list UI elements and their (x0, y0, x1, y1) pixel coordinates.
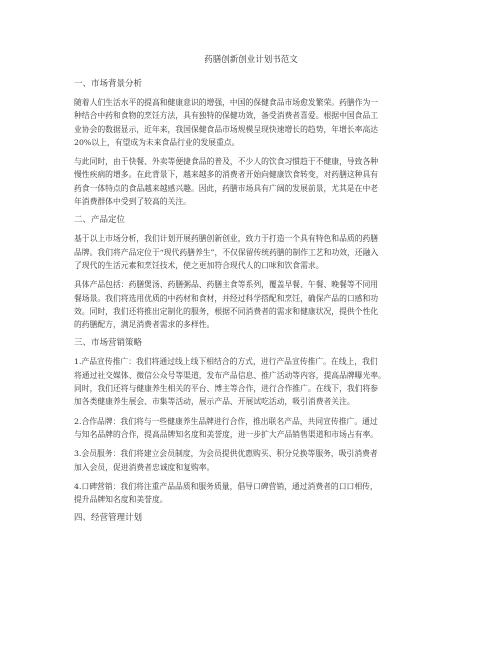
paragraph: 4.口碑营销：我们将注重产品品质和服务质量，倡导口碑营销，通过消费者的口口相传， 提升品牌知名度和美誉度。 (74, 481, 378, 505)
paragraph: 2.合作品牌：我们将与一些健康养生品牌进行合作，推出联名产品，共同宣传推广。通过 与知名品牌的合作，提高品牌知名度和美誉度，进一步扩大产品销售渠道和市场占有率。 (74, 416, 379, 439)
section-heading: 三、市场营销策略 (74, 338, 143, 349)
page-title: 药膳创新创业计划书范文 (204, 55, 298, 65)
section-heading: 一、市场背景分析 (74, 79, 143, 89)
paragraph: 与此同时，由于快餐、外卖等便捷食品的普及，不少人的饮食习惯趋于不健康，导致各种 慢性疾病的增多。在此背景下，越来越多的消费者开始向健康饮食转变，对药膳这种具有 药食一体特点的食品越来越感兴趣。因此，药膳市场具有广阔的发展前景，尤其是在中老 年消费群体中受到了较高的关注。 (74, 157, 379, 207)
paragraph: 具体产品包括：药膳煲汤、药膳粥品、药膳主食等系列，覆盖早餐、午餐、晚餐等不同用 餐场景。我们将选用优质的中药材和食材，并经过科学搭配和烹饪，确保产品的口感和功 效。同时，我们还将推出定制化的服务，根据不同消费者的需求和健康状况，提供个性化 的药膳配方，满足消费者需求的多样性。 (74, 280, 379, 330)
section-heading: 二、产品定位 (74, 215, 126, 226)
paragraph: 基于以上市场分析，我们计划开展药膳创新创业，致力于打造一个具有特色和品质的药膳 品牌。我们将产品定位于“现代药膳养生”，不仅保留传统药膳的制作工艺和功效，还融入 了现代的生活元素和烹饪技术，使之更加符合现代人的口味和饮食需求。 (74, 234, 379, 270)
paragraph: 3.会员服务：我们将建立会员制度，为会员提供优惠购买、积分兑换等服务，吸引消费者 加入会员，促进消费者忠诚度和复购率。 (74, 449, 378, 472)
paragraph: 1.产品宣传推广：我们将通过线上线下相结合的方式，进行产品宣传推广。在线上，我们 将通过社交媒体、微信公众号等渠道，发布产品信息、推广活动等内容，提高品牌曝光率。 同时，我们还将与健康养生相关的平台、博主等合作，进行合作推广。在线下，我们将参 加各类健康养生展会、市集等活动，展示产品、开展试吃活动，吸引消费者关注。 (74, 357, 386, 407)
paragraph: 随着人们生活水平的提高和健康意识的增强，中国的保健食品市场愈发繁荣。药膳作为一 种结合中药和食物的烹饪方法，具有独特的保健功效，备受消费者喜爱。根据中国食品工 业协会的数据显示，近年来，我国保健食品市场规模呈现快速增长的趋势，年增长率高达 20%以上，有望成为未来食品行业的发展重点。 (74, 98, 379, 147)
section-heading: 四、经营管理计划 (74, 513, 143, 524)
